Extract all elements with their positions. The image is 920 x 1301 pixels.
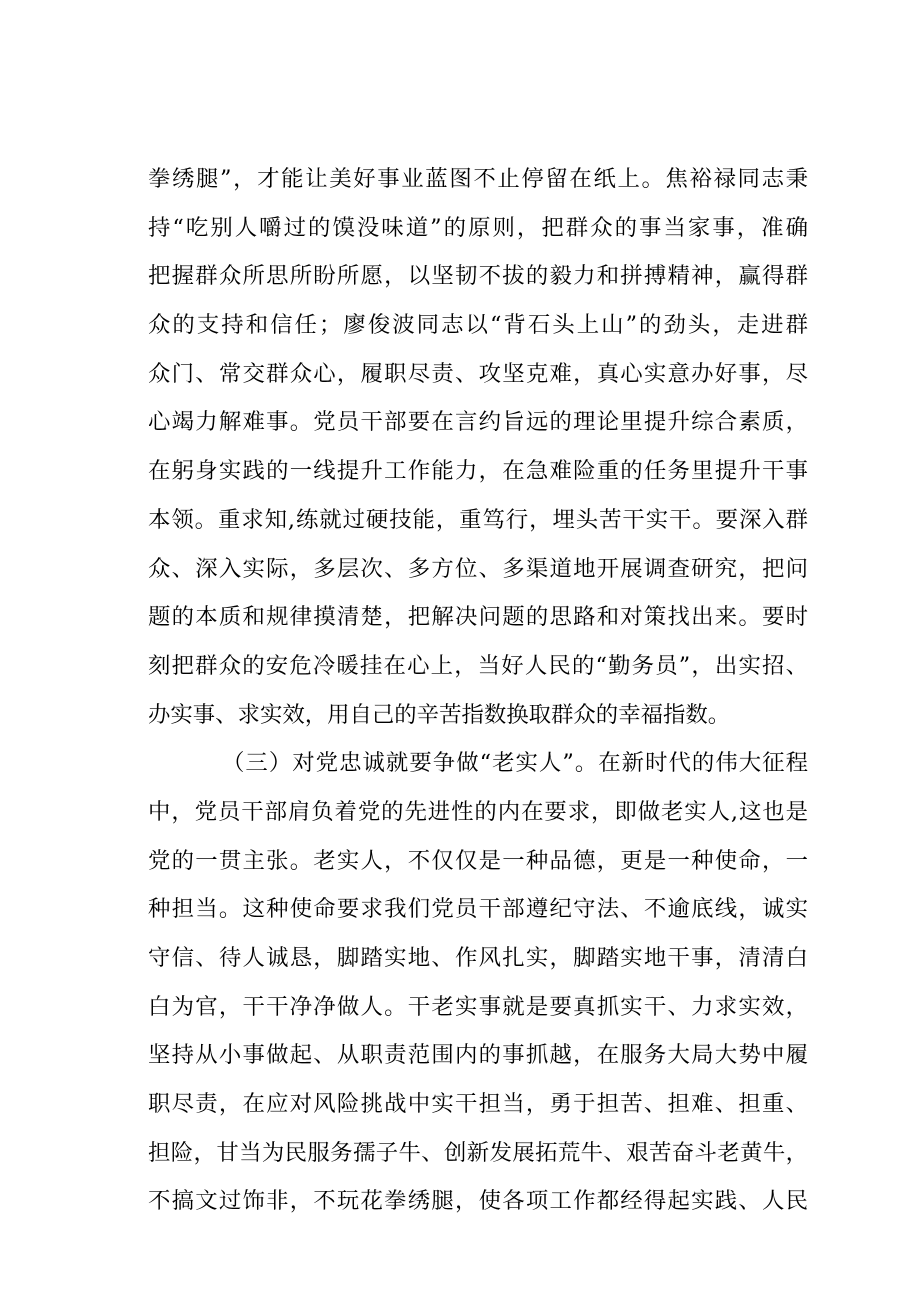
paragraph-last-line: 办实事、求实效，用自己的辛苦指数换取群众的幸福指数。 — [148, 701, 731, 728]
text-line: 守信、待人诚恳，脚踏实地、作风扎实，脚踏实地干事，清清白 — [148, 945, 808, 971]
section-heading-line: （三）对党忠诚就要争做“老实人”。在新时代的伟大征程 — [222, 750, 808, 777]
text-line: 在躬身实践的一线提升工作能力，在急难险重的任务里提升干事 — [148, 458, 808, 485]
text-line: 白为官，干干净净做人。干老实事就是要真抓实干、力求实效， — [148, 993, 808, 1020]
body-text — [148, 155, 808, 1226]
text-line: 把握群众所思所盼所愿，以坚韧不拔的毅力和拼搏精神，赢得群 — [148, 263, 808, 290]
text-line: 本领。重求知,练就过硬技能，重笃行，埋头苦干实干。要深入群 — [148, 506, 808, 533]
text-line: 党的一贯主张。老实人，不仅仅是一种品德，更是一种使命，一 — [148, 847, 808, 874]
text-line: 担险，甘当为民服务孺子牛、创新发展拓荒牛、艰苦奋斗老黄牛， — [148, 1139, 808, 1166]
text-line: 刻把群众的安危冷暖挂在心上，当好人民的“勤务员”，出实招、 — [148, 652, 808, 679]
text-line: 中，党员干部肩负着党的先进性的内在要求，即做老实人,这也是 — [148, 798, 808, 825]
text-line: 拳绣腿”，才能让美好事业蓝图不止停留在纸上。焦裕禄同志秉 — [148, 166, 808, 192]
text-line: 职尽责，在应对风险挑战中实干担当，勇于担苦、担难、担重、 — [148, 1091, 808, 1118]
text-line: 众、深入实际，多层次、多方位、多渠道地开展调查研究，把问 — [148, 555, 808, 582]
text-line: 众的支持和信任；廖俊波同志以“背石头上山”的劲头，走进群 — [148, 312, 808, 339]
text-line: 不搞文过饰非，不玩花拳绣腿，使各项工作都经得起实践、人民 — [148, 1188, 808, 1215]
text-line: 坚持从小事做起、从职责范围内的事抓越，在服务大局大势中履 — [148, 1042, 808, 1069]
text-line: 种担当。这种使命要求我们党员干部遵纪守法、不逾底线，诚实 — [148, 896, 808, 923]
text-line: 众门、常交群众心，履职尽责、攻坚克难，真心实意办好事，尽 — [148, 360, 808, 387]
text-line: 持“吃别人嚼过的馍没味道”的原则，把群众的事当家事，准确 — [148, 214, 808, 241]
text-line: 题的本质和规律摸清楚，把解决问题的思路和对策找出来。要时 — [148, 604, 808, 631]
text-line: 心竭力解难事。党员干部要在言约旨远的理论里提升综合素质， — [148, 409, 808, 436]
